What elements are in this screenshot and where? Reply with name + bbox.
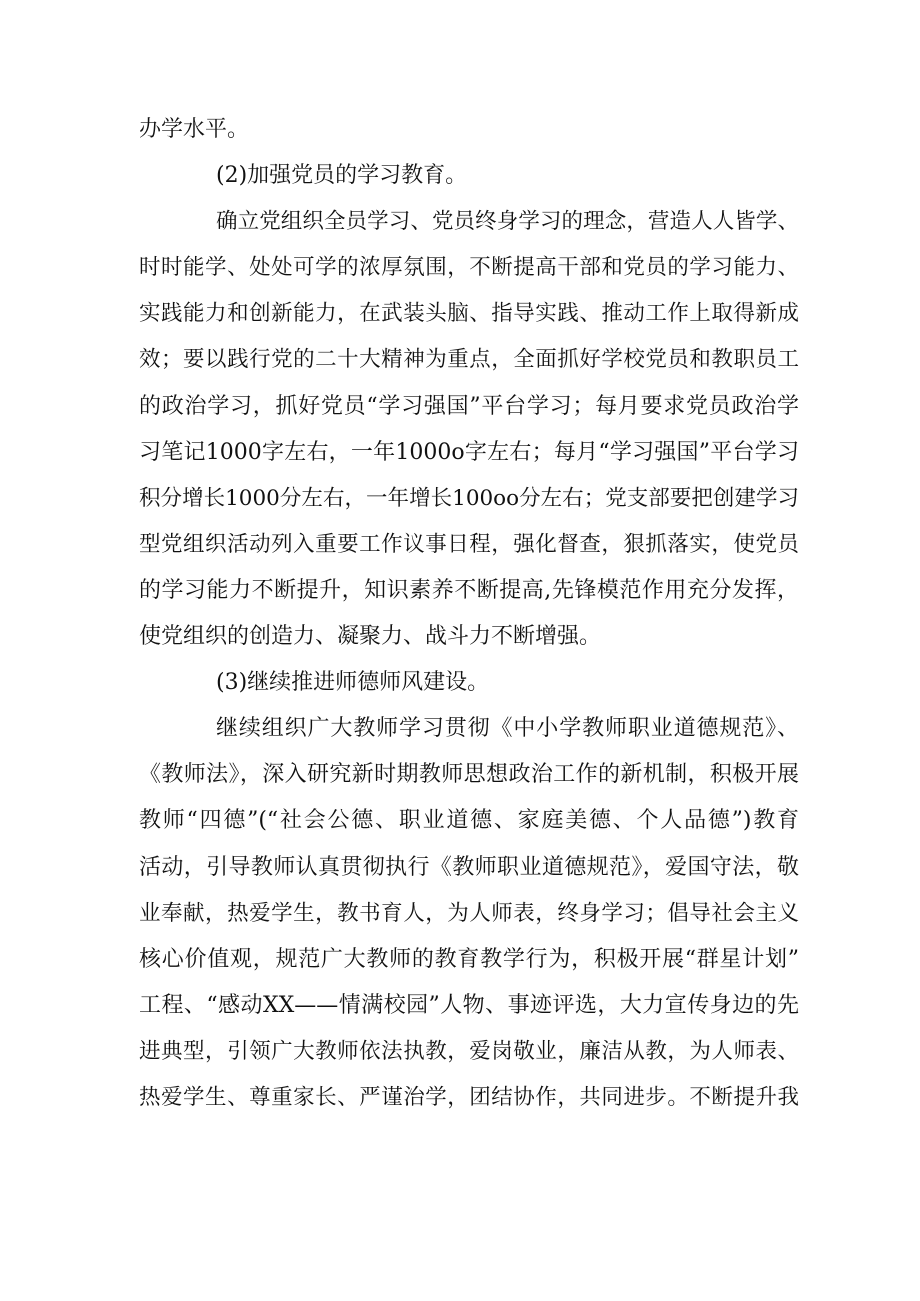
- text-line: 核心价值观，规范广大教师的教育教学行为，积极开展“群星计划”: [139, 946, 799, 972]
- text-line: 工程、“感动XX——情满校园”人物、事迹评选，大力宣传身边的先: [139, 992, 799, 1018]
- text-line: 继续组织广大教师学习贯彻《中小学教师职业道德规范》、: [216, 716, 799, 742]
- text-line: 业奉献，热爱学生，教书育人，为人师表，终身学习；倡导社会主义: [139, 900, 799, 926]
- text-line: 进典型，引领广大教师依法执教，爱岗敬业，廉洁从教，为人师表、: [139, 1038, 799, 1064]
- text-line: 实践能力和创新能力，在武装头脑、指导实践、推动工作上取得新成: [139, 301, 799, 327]
- text-line: 教师“四德”(“社会公德、职业道德、家庭美德、个人品德”)教育: [139, 808, 799, 834]
- text-line: 办学水平。: [139, 117, 250, 142]
- text-line: 确立党组织全员学习、党员终身学习的理念，营造人人皆学、: [216, 209, 799, 235]
- text-line: 积分增长1000分左右，一年增长100oo分左右；党支部要把创建学习: [139, 485, 799, 511]
- text-line: 《教师法》，深入研究新时期教师思想政治工作的新机制，积极开展: [139, 762, 799, 788]
- text-line: 型党组织活动列入重要工作议事日程，强化督查，狠抓落实，使党员: [139, 531, 799, 557]
- section-heading: (2)加强党员的学习教育。: [216, 163, 468, 189]
- text-line: 的学习能力不断提升，知识素养不断提高,先锋模范作用充分发挥，: [139, 577, 799, 603]
- text-line: 活动，引导教师认真贯彻执行《教师职业道德规范》，爱国守法，敬: [139, 854, 799, 880]
- text-line: 时时能学、处处可学的浓厚氛围，不断提高干部和党员的学习能力、: [139, 255, 799, 281]
- document-body: [139, 107, 799, 1121]
- text-line: 效；要以践行党的二十大精神为重点，全面抓好学校党员和教职员工: [139, 347, 799, 373]
- text-line: 热爱学生、尊重家长、严谨治学，团结协作，共同进步。不断提升我: [139, 1084, 799, 1110]
- text-line: 使党组织的创造力、凝聚力、战斗力不断增强。: [139, 624, 602, 650]
- section-heading: (3)继续推进师德师风建设。: [216, 670, 490, 696]
- text-line: 习笔记1000字左右，一年1000o字左右；每月“学习强国”平台学习: [139, 439, 799, 465]
- text-line: 的政治学习，抓好党员“学习强国”平台学习；每月要求党员政治学: [139, 393, 799, 419]
